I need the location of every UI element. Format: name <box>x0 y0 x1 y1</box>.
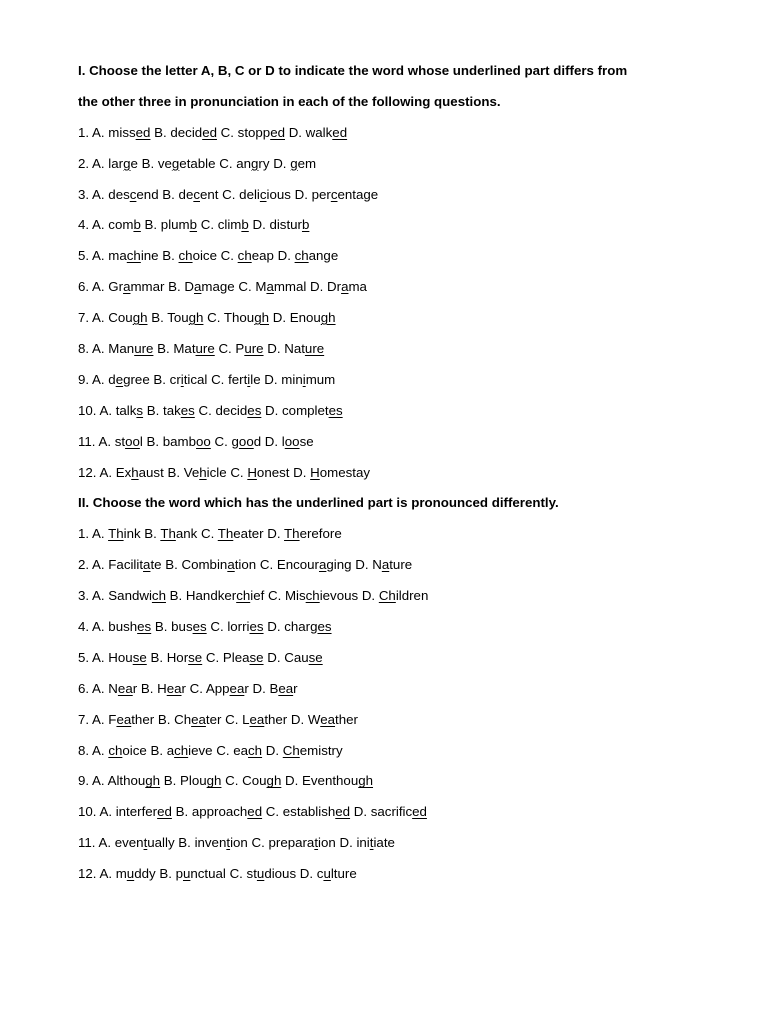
question-text: icle C. <box>206 464 248 480</box>
underlined-part: ed <box>247 804 263 820</box>
question-text: 10. A. talk <box>78 402 137 418</box>
question-text: 6. A. Gr <box>78 279 124 295</box>
question-text: C. lorri <box>206 619 250 635</box>
underlined-part: i <box>180 371 184 387</box>
underlined-part: H <box>310 464 320 480</box>
underlined-part: es <box>328 402 343 418</box>
question-item <box>78 241 738 272</box>
question-text: r D. B <box>244 680 279 696</box>
underlined-part: gh <box>132 310 148 326</box>
underlined-part: a <box>227 557 235 573</box>
question-text: omestay <box>319 464 371 480</box>
question-text: 4. A. bush <box>78 619 138 635</box>
underlined-part: se <box>249 649 264 665</box>
question-item <box>78 797 738 828</box>
underlined-part: b <box>241 217 249 233</box>
question-text: ange <box>308 248 339 264</box>
question-text: te B. Combin <box>150 557 228 573</box>
question-text: 3. A. Sandwi <box>78 588 152 604</box>
question-item <box>78 365 738 396</box>
underlined-part: t <box>369 835 374 851</box>
underlined-part: g <box>123 155 131 171</box>
question-text: D. walk <box>285 124 333 140</box>
underlined-part: t <box>143 835 148 851</box>
question-text: ildren <box>395 588 429 604</box>
underlined-part: H <box>247 464 257 480</box>
underlined-part: oo <box>196 433 211 449</box>
question-text: C. establish <box>262 804 336 820</box>
question-text: end B. de <box>136 186 194 202</box>
question-text: emistry <box>299 742 343 758</box>
underlined-part: oo <box>125 433 140 449</box>
underlined-part: ea <box>249 711 265 727</box>
question-item <box>78 859 738 890</box>
underlined-part: ed <box>202 124 217 140</box>
question-item <box>78 303 738 334</box>
underlined-part: s <box>136 402 144 418</box>
question-text: ually B. inven <box>147 835 227 851</box>
underlined-part: g <box>251 155 259 171</box>
question-text: ture <box>389 557 413 573</box>
question-text: 8. A. <box>78 742 109 758</box>
question-text: ging D. N <box>326 557 382 573</box>
question-text: 2. A. lar <box>78 155 124 171</box>
question-text: D. complet <box>261 402 329 418</box>
underlined-part: ea <box>116 711 132 727</box>
underlined-part: e <box>115 371 124 387</box>
question-text: 8. A. Man <box>78 341 135 357</box>
question-text: 1. A. <box>78 526 109 542</box>
underlined-part: h <box>199 464 207 480</box>
section2-question-list <box>78 519 738 890</box>
question-text: C. g <box>210 433 239 449</box>
underlined-part: ure <box>134 341 154 357</box>
question-text: B. decid <box>150 124 203 140</box>
question-item <box>78 149 738 180</box>
underlined-part: ch <box>174 742 189 758</box>
question-text: 5. A. ma <box>78 248 127 264</box>
question-text: mmar B. D <box>130 279 195 295</box>
question-text: D. distur <box>248 217 302 233</box>
underlined-part: ch <box>248 742 263 758</box>
question-text: oice B. a <box>122 742 175 758</box>
underlined-part: ed <box>135 124 151 140</box>
underlined-part: t <box>314 835 319 851</box>
question-text: C. stopp <box>216 124 271 140</box>
underlined-part: se <box>188 649 203 665</box>
question-text: etable C. an <box>179 155 252 171</box>
underlined-part: t <box>226 835 231 851</box>
question-text: 6. A. N <box>78 680 118 696</box>
question-text: gree B. cr <box>123 371 181 387</box>
underlined-part: gh <box>320 310 336 326</box>
underlined-part: u <box>182 866 191 882</box>
question-text: D. <box>262 742 283 758</box>
question-text: e B. ve <box>130 155 172 171</box>
question-item <box>78 581 738 612</box>
underlined-part: Th <box>284 526 300 542</box>
question-item <box>78 550 738 581</box>
underlined-part: ure <box>304 341 325 357</box>
question-text: B. Tou <box>147 310 189 326</box>
question-text: ry D. <box>258 155 291 171</box>
underlined-part: se <box>308 649 323 665</box>
underlined-part: Ch <box>378 588 396 604</box>
section1-heading-line2: the other three in pronunciation in each of the following questions. <box>78 93 501 109</box>
question-text: mage C. M <box>201 279 267 295</box>
underlined-part: es <box>192 619 207 635</box>
question-text: ddy B. p <box>134 866 183 882</box>
underlined-part: es <box>180 402 195 418</box>
question-text: 2. A. Facilit <box>78 557 144 573</box>
underlined-part: a <box>266 279 274 295</box>
underlined-part: gh <box>254 310 270 326</box>
question-text: r B. H <box>132 680 167 696</box>
underlined-part: g <box>171 155 180 171</box>
question-item <box>78 519 738 550</box>
question-text: onest D. <box>256 464 311 480</box>
underlined-part: ure <box>244 341 264 357</box>
question-text: C. Cou <box>221 773 267 789</box>
question-text: C. clim <box>197 217 242 233</box>
underlined-part: ed <box>157 804 172 820</box>
section1-question-list <box>78 118 738 489</box>
underlined-part: gh <box>358 773 374 789</box>
question-text: C. decid <box>194 402 248 418</box>
question-text: ther D. W <box>264 711 321 727</box>
question-text: D. sacrific <box>350 804 413 820</box>
underlined-part: ea <box>320 711 336 727</box>
question-text: erefore <box>299 526 342 542</box>
underlined-part: u <box>323 866 331 882</box>
underlined-part: a <box>318 557 327 573</box>
question-item <box>78 210 738 241</box>
underlined-part: ea <box>278 680 294 696</box>
underlined-part: g <box>290 155 298 171</box>
question-text: ion C. prepara <box>230 835 315 851</box>
question-text: em <box>297 155 317 171</box>
underlined-part: es <box>317 619 332 635</box>
question-text: C. Thou <box>203 310 255 326</box>
question-text: 7. A. F <box>78 711 117 727</box>
question-text: C. P <box>214 341 245 357</box>
underlined-part: ch <box>236 588 251 604</box>
question-text: B. Mat <box>153 341 196 357</box>
question-text: 3. A. des <box>78 186 130 202</box>
question-item <box>78 705 738 736</box>
underlined-part: ed <box>335 804 351 820</box>
question-text: D. Nat <box>263 341 305 357</box>
question-text: le D. min <box>250 371 303 387</box>
question-text: r <box>293 680 298 696</box>
question-text: B. Plou <box>160 773 207 789</box>
underlined-part: ea <box>229 680 245 696</box>
question-text: B. bus <box>151 619 193 635</box>
question-text: B. approach <box>171 804 248 820</box>
underlined-part: gh <box>266 773 282 789</box>
question-item <box>78 766 738 797</box>
question-text: 12. A. Ex <box>78 464 132 480</box>
question-text: ion D. ini <box>318 835 370 851</box>
question-text: 10. A. interfer <box>78 804 158 820</box>
question-text: 1. A. miss <box>78 124 136 140</box>
question-text: ink B. <box>123 526 161 542</box>
section1-heading-line1: I. Choose the letter A, B, C or D to indicate the word whose underlined part differs from <box>78 63 628 78</box>
question-text: ma <box>348 279 367 295</box>
underlined-part: b <box>133 217 141 233</box>
underlined-part: h <box>131 464 139 480</box>
underlined-part: gh <box>188 310 204 326</box>
underlined-part: i <box>247 371 251 387</box>
question-text: 12. A. m <box>78 866 127 882</box>
question-text: oice C. <box>192 248 238 264</box>
question-text: lture <box>330 866 357 882</box>
question-text: B. plum <box>140 217 190 233</box>
underlined-part: ure <box>195 341 215 357</box>
question-item <box>78 334 738 365</box>
question-text: D. Eventhou <box>281 773 359 789</box>
question-item <box>78 118 738 149</box>
question-item <box>78 612 738 643</box>
underlined-part: c <box>129 186 137 202</box>
question-text: r C. App <box>181 680 230 696</box>
underlined-part: a <box>381 557 390 573</box>
underlined-part: Th <box>217 526 234 542</box>
underlined-part: i <box>302 371 306 387</box>
question-item <box>78 674 738 705</box>
question-text: B. Handker <box>165 588 237 604</box>
underlined-part: a <box>123 279 131 295</box>
question-text: eap D. <box>251 248 295 264</box>
underlined-part: se <box>132 649 147 665</box>
question-text: ief C. Mis <box>250 588 306 604</box>
underlined-part: ea <box>166 680 182 696</box>
question-text: 7. A. Cou <box>78 310 133 326</box>
underlined-part: gh <box>206 773 222 789</box>
underlined-part: ch <box>305 588 320 604</box>
question-item <box>78 643 738 674</box>
underlined-part: oo <box>284 433 300 449</box>
question-text: D. Cau <box>263 649 309 665</box>
question-text: 11. A. st <box>78 433 126 449</box>
underlined-part: es <box>249 619 264 635</box>
underlined-part: oo <box>238 433 254 449</box>
underlined-part: Th <box>160 526 176 542</box>
underlined-part: ed <box>412 804 427 820</box>
question-text: 5. A. Hou <box>78 649 133 665</box>
underlined-part: Th <box>108 526 124 542</box>
question-text: ter C. L <box>205 711 250 727</box>
question-text: ank C. <box>175 526 218 542</box>
underlined-part: c <box>193 186 200 202</box>
question-text: B. Hor <box>146 649 189 665</box>
underlined-part: c <box>259 186 267 202</box>
underlined-part: ed <box>332 124 348 140</box>
underlined-part: es <box>247 402 262 418</box>
underlined-part: a <box>143 557 151 573</box>
question-text: d D. l <box>253 433 285 449</box>
question-text: ieve C. ea <box>188 742 249 758</box>
question-item <box>78 828 738 859</box>
underlined-part: b <box>189 217 198 233</box>
underlined-part: ch <box>237 248 252 264</box>
underlined-part: ea <box>117 680 133 696</box>
underlined-part: u <box>256 866 265 882</box>
question-text: se <box>299 433 314 449</box>
underlined-part: gh <box>145 773 161 789</box>
underlined-part: ch <box>126 248 141 264</box>
underlined-part: a <box>194 279 202 295</box>
question-text: D. charg <box>263 619 318 635</box>
underlined-part: b <box>301 217 310 233</box>
question-text: mmal D. Dr <box>273 279 342 295</box>
question-text: ine B. <box>140 248 179 264</box>
question-text: ther B. Ch <box>131 711 192 727</box>
question-text: aust B. Ve <box>138 464 200 480</box>
question-item <box>78 427 738 458</box>
question-text: eater D. <box>233 526 285 542</box>
question-text: C. Plea <box>202 649 250 665</box>
question-text: l B. bamb <box>139 433 197 449</box>
underlined-part: a <box>341 279 349 295</box>
question-text: ious D. per <box>266 186 331 202</box>
underlined-part: c <box>330 186 338 202</box>
underlined-part: ea <box>191 711 206 727</box>
question-text: 9. A. Althou <box>78 773 146 789</box>
question-text: D. Enou <box>269 310 321 326</box>
question-item <box>78 736 738 767</box>
section2-heading: II. Choose the word which has the underlined part is pronounced differently. <box>78 495 559 511</box>
question-text: ther <box>335 711 358 727</box>
question-text: ent C. deli <box>200 186 260 202</box>
underlined-part: Ch <box>282 742 300 758</box>
underlined-part: ed <box>270 124 285 140</box>
question-text: mum <box>305 371 336 387</box>
question-text: dious D. c <box>264 866 324 882</box>
question-text: ievous D. <box>319 588 379 604</box>
question-text: 11. A. even <box>78 835 144 851</box>
underlined-part: ch <box>151 588 166 604</box>
underlined-part: ch <box>294 248 309 264</box>
question-text: B. tak <box>143 402 181 418</box>
question-text: iate <box>373 835 395 851</box>
question-text: 9. A. d <box>78 371 116 387</box>
question-text: tical C. fert <box>183 371 248 387</box>
underlined-part: es <box>137 619 152 635</box>
question-text: entage <box>337 186 379 202</box>
worksheet-page <box>78 56 738 890</box>
question-item <box>78 396 738 427</box>
question-text: nctual C. st <box>190 866 257 882</box>
question-item <box>78 272 738 303</box>
question-item <box>78 458 738 489</box>
underlined-part: ch <box>108 742 123 758</box>
question-text: 4. A. com <box>78 217 134 233</box>
underlined-part: u <box>126 866 135 882</box>
underlined-part: ch <box>178 248 193 264</box>
question-item <box>78 180 738 211</box>
question-text: tion C. Encour <box>234 557 319 573</box>
